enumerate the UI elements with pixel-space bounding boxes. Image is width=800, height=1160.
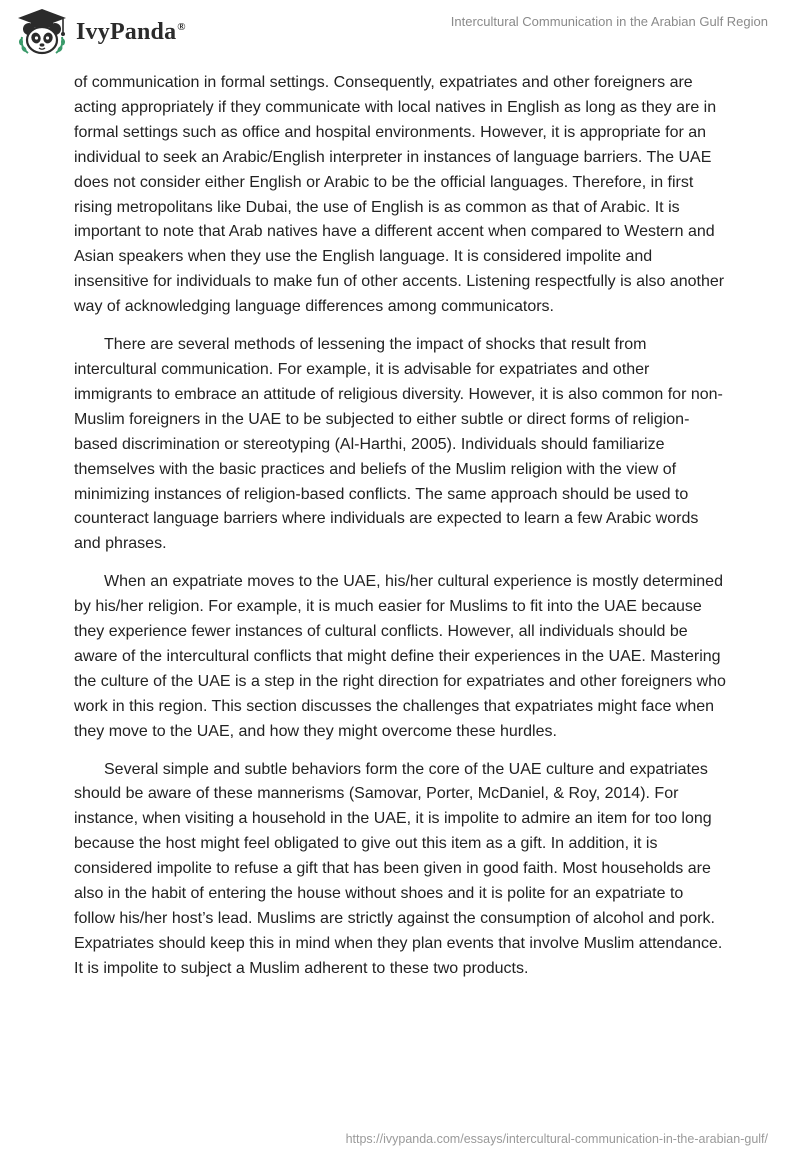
panda-graduation-cap-icon bbox=[14, 7, 70, 57]
paragraph-1: of communication in formal settings. Consequently, expatriates and other foreigners are acting appropriately if they communicate with local natives in English as long as they are in formal settings such as office and hospital environments. However, it is appropriate for an individual to seek an Arabic/English interpreter in instances of language barriers. The UAE does not consider either English or Arabic to be the official languages. Therefore, in first rising metropolitans like Dubai, the use of English is as common as that of Arabic. It is important to note that Arab natives have a different accent when compared to Western and Asian speakers when they use the English language. It is considered impolite and insensitive for individuals to make fun of other accents. Listening respectfully is also another way of acknowledging language differences among communicators. bbox=[74, 74, 725, 316]
brand-logo[interactable] bbox=[14, 7, 186, 57]
paragraph-3: When an expatriate moves to the UAE, his/her cultural experience is mostly determined by his/her religion. For example, it is much easier for Muslims to fit into the UAE because they experience fewer instances of cultural conflicts. However, all individuals should be aware of the intercultural conflicts that might define their experiences in the UAE. Mastering the culture of the UAE is a step in the right direction for expatriates and other foreigners who work in this region. This section discusses the challenges that expatriates might face when they move to the UAE, and how they might overcome these hurdles. bbox=[74, 573, 726, 740]
source-url-link[interactable]: https://ivypanda.com/essays/intercultural-communication-in-the-arabian-gulf/ bbox=[345, 1132, 768, 1146]
paragraph-4: Several simple and subtle behaviors form the core of the UAE culture and expatriates should be aware of these mannerisms (Samovar, Porter, McDaniel, & Roy, 2014). For instance, when visiting a household in the UAE, it is impolite to admire an item for too long because the host might feel obligated to give out this item as a gift. In addition, it is considered impolite to refuse a gift that has been given in good faith. Most households are also in the habit of entering the house without shoes and it is polite for an expatriate to follow his/her host’s lead. Muslims are strictly against the consumption of alcohol and pork. Expatriates should keep this in mind when they plan events that involve Muslim attendance. It is impolite to subject a Muslim adherent to these two products. bbox=[74, 760, 723, 977]
essay-body bbox=[74, 71, 728, 995]
brand-name: IvyPanda® bbox=[76, 18, 186, 45]
paragraph-2: There are several methods of lessening the impact of shocks that result from intercultural communication. For example, it is advisable for expatriates and other immigrants to embrace an attitude of religious diversity. However, it is also common for non-Muslim foreigners in the UAE to be subjected to either subtle or direct forms of religion-based discrimination or stereotyping (Al-Harthi, 2005). Individuals should familiarize themselves with the basic practices and beliefs of the Muslim religion with the view of minimizing instances of religion-based conflicts. The same approach should be used to counteract language barriers where individuals are expected to learn a few Arabic words and phrases. bbox=[74, 336, 723, 553]
registered-mark: ® bbox=[177, 20, 186, 33]
page-header bbox=[0, 0, 800, 70]
document-title: Intercultural Communication in the Arabian Gulf Region bbox=[450, 14, 768, 29]
